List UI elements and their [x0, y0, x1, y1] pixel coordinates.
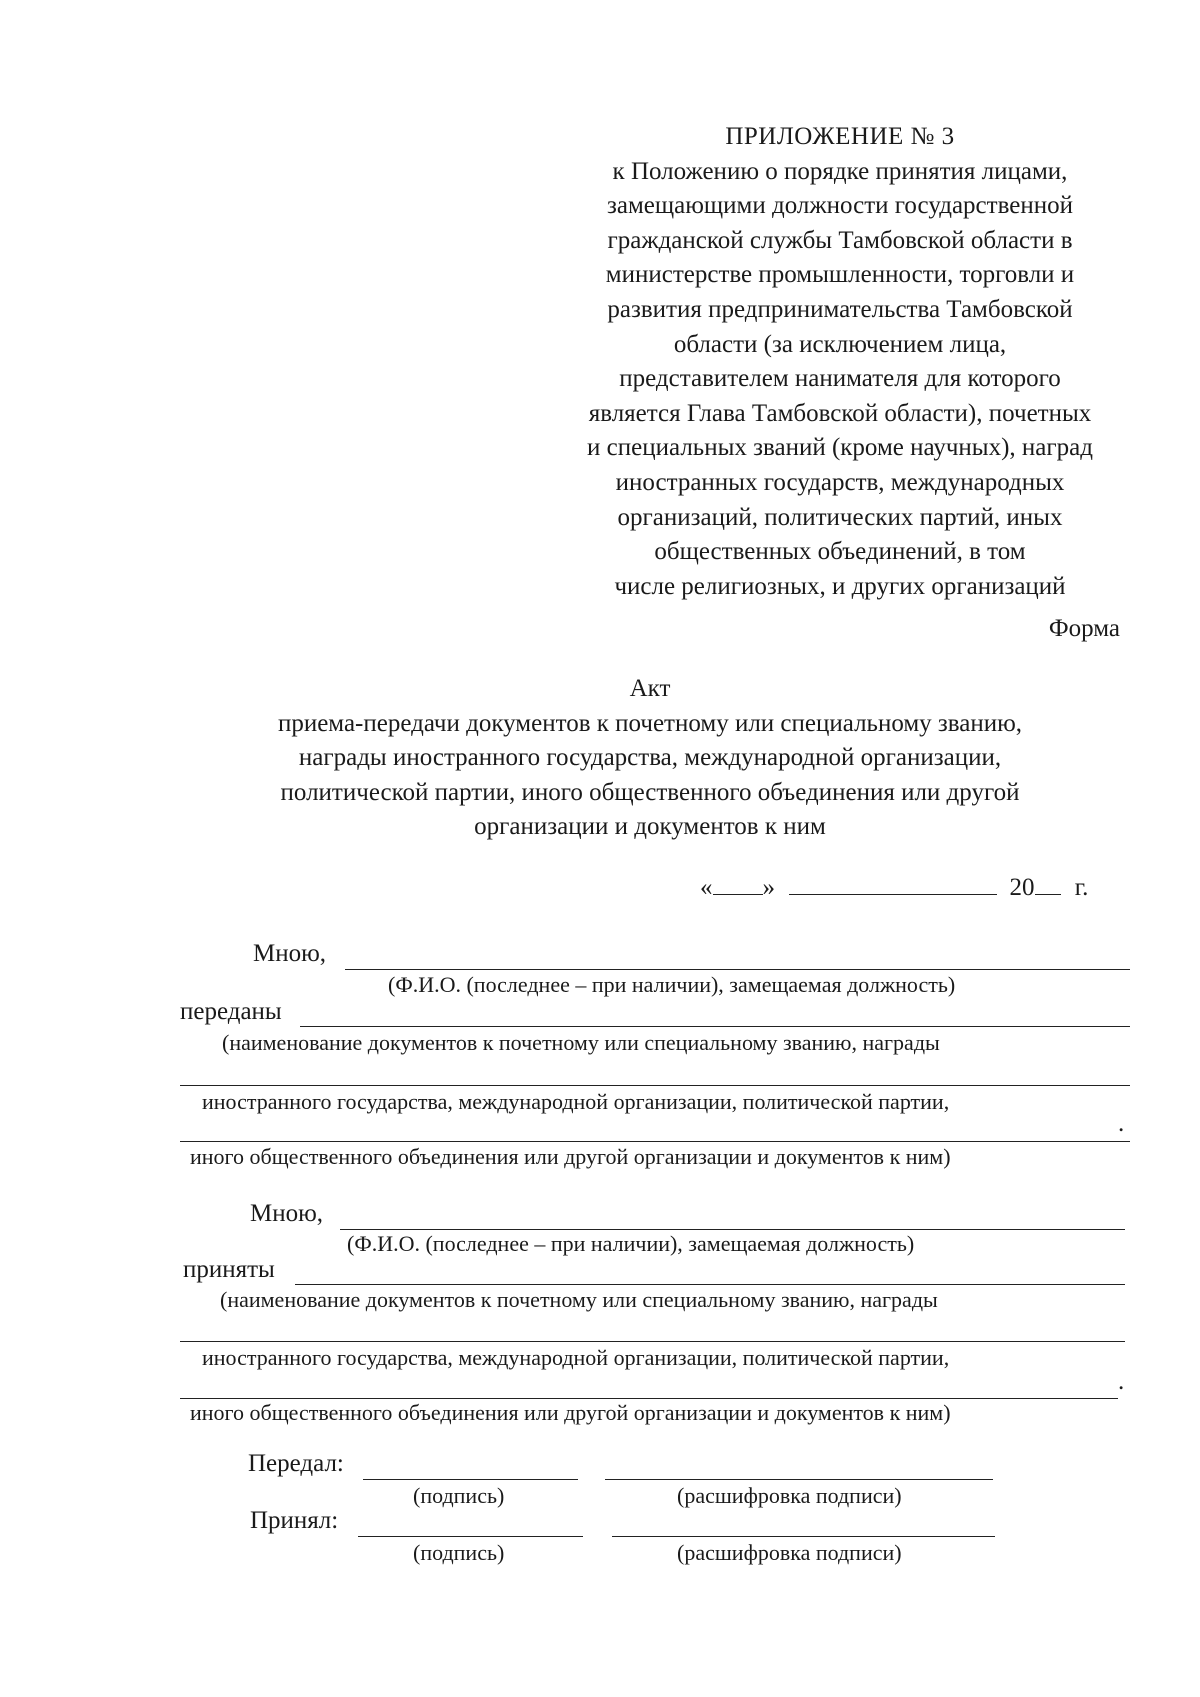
handed-decoding-field[interactable]: [605, 1452, 993, 1480]
period-1: .: [1118, 1110, 1125, 1137]
decoding-hint-2: (расшифровка подписи): [677, 1540, 902, 1565]
period-2: .: [1118, 1368, 1125, 1395]
by-me-label-1: Мною,: [253, 940, 327, 967]
act-subtitle-line: приема-передачи документов к почетному или специальному званию,: [277, 709, 1023, 737]
documents-field-1b[interactable]: [180, 1058, 1130, 1086]
docs-hint-2a: (наименование документов к почетному или специальному званию, награды: [220, 1287, 938, 1312]
appendix-line: общественных объединений, в том: [654, 538, 1026, 566]
date-open-quote: «: [700, 874, 713, 901]
year-suffix: г.: [1074, 874, 1089, 901]
day-field[interactable]: [713, 872, 763, 895]
appendix-line: представителем нанимателя для которого: [619, 365, 1061, 393]
documents-field-1a[interactable]: [300, 998, 1130, 1027]
docs-hint-1c: иного общественного объединения или другой организации и документов к ним): [190, 1144, 951, 1169]
signature-hint-1: (подпись): [413, 1483, 505, 1508]
date-close-quote: »: [762, 874, 775, 901]
docs-hint-2b: иностранного государства, международной организации, политической партии,: [202, 1345, 950, 1370]
docs-hint-2c: иного общественного объединения или другой организации и документов к ним): [190, 1400, 951, 1425]
appendix-line: иностранных государств, международных: [615, 468, 1065, 496]
date-line: [700, 872, 1088, 902]
appendix-line: развития предпринимательства Тамбовской: [607, 295, 1073, 323]
signature-hint-2: (подпись): [413, 1540, 505, 1565]
handed-signature-field[interactable]: [363, 1452, 578, 1480]
fio-field-2[interactable]: [340, 1200, 1125, 1230]
appendix-line: числе религиозных, и других организаций: [614, 572, 1066, 600]
form-label: Форма: [1048, 615, 1120, 642]
appendix-line: министерстве промышленности, торговли и: [605, 261, 1075, 289]
appendix-line: гражданской службы Тамбовской области в: [607, 226, 1073, 254]
handed-over-label: Передал:: [248, 1450, 344, 1477]
documents-field-2c[interactable]: [180, 1370, 1118, 1399]
act-title: Акт: [629, 675, 671, 702]
act-subtitle-line: награды иностранного государства, международной организации,: [298, 744, 1002, 771]
fio-hint-1: (Ф.И.О. (последнее – при наличии), замещаемая должность): [388, 972, 956, 997]
accepted-decoding-field[interactable]: [612, 1509, 995, 1537]
appendix-line: замещающими должности государственной: [607, 192, 1073, 220]
appendix-line: к Положению о порядке принятия лицами,: [612, 157, 1068, 185]
year-prefix: 20: [1009, 874, 1035, 901]
appendix-title: ПРИЛОЖЕНИЕ № 3: [725, 123, 955, 150]
year-field[interactable]: [1035, 872, 1061, 895]
appendix-line: и специальных званий (кроме научных), наград: [587, 434, 1093, 462]
accepted-verb: приняты: [183, 1256, 275, 1283]
appendix-line: организаций, политических партий, иных: [617, 503, 1063, 531]
documents-field-1c[interactable]: [180, 1113, 1130, 1142]
fio-field-1[interactable]: [345, 940, 1130, 970]
by-me-label-2: Мною,: [250, 1200, 324, 1227]
appendix-line: области (за исключением лица,: [673, 330, 1007, 358]
documents-field-2a[interactable]: [295, 1256, 1125, 1285]
act-subtitle-line: политической партии, иного общественного объединения или другой: [280, 778, 1020, 806]
act-subtitle-line: организации и документов к ним: [474, 813, 826, 840]
month-field[interactable]: [789, 872, 997, 895]
decoding-hint-1: (расшифровка подписи): [677, 1483, 902, 1508]
fio-hint-2: (Ф.И.О. (последнее – при наличии), замещаемая должность): [347, 1231, 915, 1256]
docs-hint-1b: иностранного государства, международной организации, политической партии,: [202, 1089, 950, 1114]
handed-verb: переданы: [180, 998, 282, 1025]
act-heading: [180, 672, 1120, 845]
appendix-block: [545, 120, 1135, 604]
accepted-signature-field[interactable]: [358, 1509, 583, 1537]
accepted-label: Принял:: [250, 1507, 339, 1534]
appendix-line: является Глава Тамбовской области), почетных: [588, 399, 1092, 427]
documents-field-2b[interactable]: [180, 1314, 1125, 1342]
docs-hint-1a: (наименование документов к почетному или специальному званию, награды: [222, 1030, 940, 1055]
